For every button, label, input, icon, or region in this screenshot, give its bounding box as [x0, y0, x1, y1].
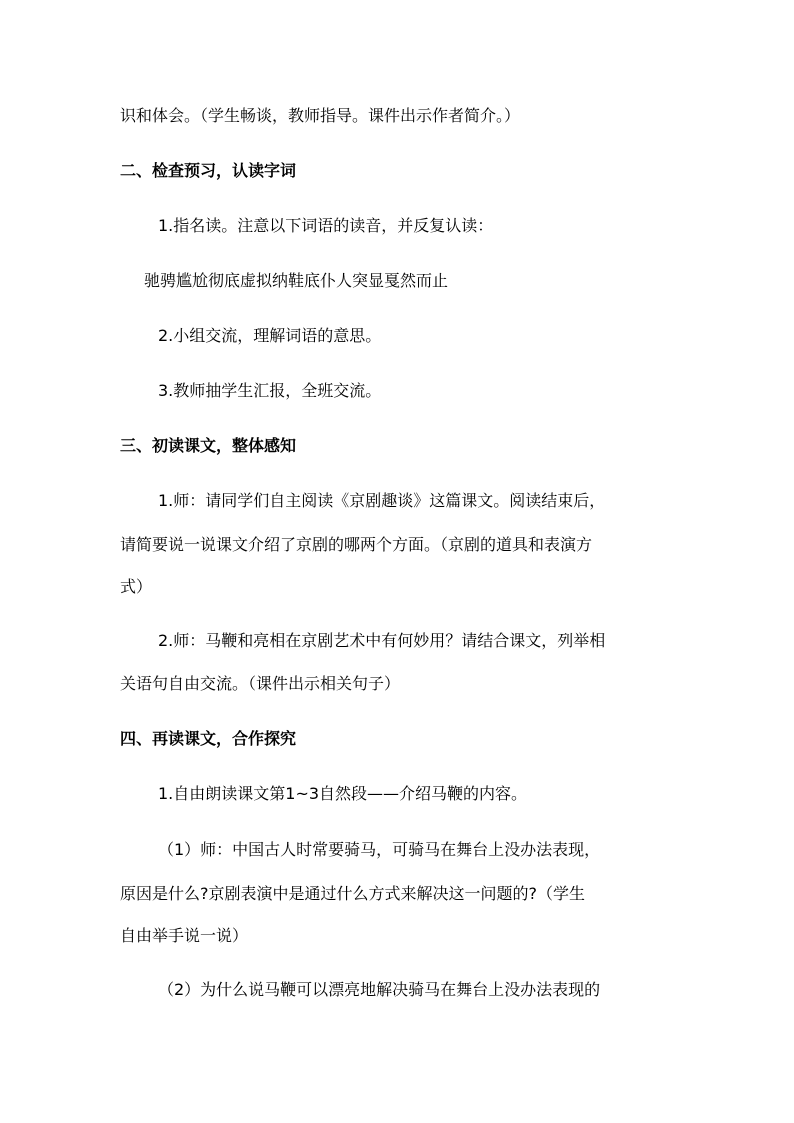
vocabulary-line: 驰骋尴尬彻底虚拟纳鞋底仆人突显戛然而止 [144, 271, 449, 290]
paragraph-line: 请简要说一说课文介绍了京剧的哪两个方面。（京剧的道具和表演方 [120, 535, 593, 554]
paragraph-line: 3.教师抽学生汇报，全班交流。 [158, 381, 382, 400]
paragraph-line: 自由举手说一说） [120, 926, 249, 945]
paragraph-line: 1.师：请同学们自主阅读《京剧趣谈》这篇课文。阅读结束后， [158, 491, 606, 510]
paragraph-line: （1）师：中国古人时常要骑马，可骑马在舞台上没办法表现， [158, 840, 601, 859]
paragraph-line: 2.师：马鞭和亮相在京剧艺术中有何妙用？请结合课文，列举相 [158, 631, 606, 650]
paragraph-line: 关语句自由交流。（课件出示相关句子） [120, 674, 401, 693]
paragraph-line: 1.指名读。注意以下词语的读音，并反复认读： [158, 216, 494, 235]
paragraph-line: 2.小组交流，理解词语的意思。 [158, 326, 382, 345]
paragraph-line: 式） [120, 577, 153, 596]
section-heading-3: 三、初读课文，整体感知 [120, 436, 297, 455]
paragraph-continuation: 识和体会。（学生畅谈，教师指导。课件出示作者简介。） [120, 106, 521, 125]
paragraph-line: （2）为什么说马鞭可以漂亮地解决骑马在舞台上没办法表现的 [158, 980, 601, 999]
section-heading-4: 四、再读课文，合作探究 [120, 729, 297, 748]
paragraph-line: 原因是什么?京剧表演中是通过什么方式来解决这一问题的?（学生 [120, 884, 585, 903]
paragraph-line: 1.自由朗读课文第1~3自然段——介绍马鞭的内容。 [158, 784, 528, 803]
section-heading-2: 二、检查预习，认读字词 [120, 161, 297, 180]
